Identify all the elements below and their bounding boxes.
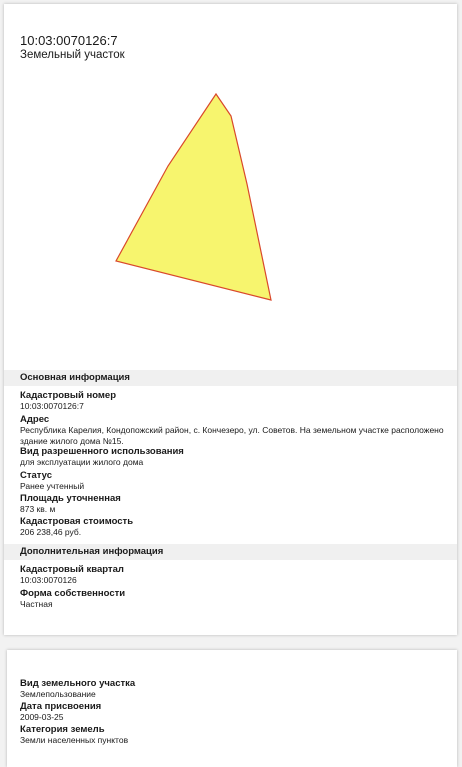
field-label: Кадастровый номер [20, 390, 117, 401]
field-value: 206 238,46 руб. [20, 527, 82, 537]
field-value: Земли населенных пунктов [20, 735, 129, 745]
field-label: Форма собственности [20, 588, 126, 599]
additional-info-header: Дополнительная информация [4, 544, 457, 560]
parcel-polygon[interactable] [116, 94, 271, 300]
extra-info-card [7, 650, 457, 767]
field-label: Вид разрешенного использования [20, 446, 184, 457]
parcel-card [4, 4, 457, 635]
field-label: Дата присвоения [20, 701, 102, 712]
field-value: 2009-03-25 [20, 712, 64, 722]
field-label: Кадастровая стоимость [20, 516, 134, 527]
field-value: Ранее учтенный [20, 481, 85, 491]
field-cadastral-quarter [20, 564, 445, 586]
field-cadastral-cost [20, 516, 445, 538]
field-value: 873 кв. м [20, 504, 56, 514]
field-cadastral-number [20, 390, 445, 412]
field-value: 10:03:0070126:7 [20, 401, 84, 411]
field-label: Площадь уточненная [20, 493, 121, 504]
field-land-category [20, 724, 445, 746]
field-label: Адрес [20, 414, 50, 425]
field-label: Категория земель [20, 724, 105, 735]
main-info-header: Основная информация [4, 370, 457, 386]
field-status [20, 470, 445, 492]
field-label: Вид земельного участка [20, 678, 136, 689]
field-value: Частная [20, 599, 53, 609]
field-address [20, 414, 445, 447]
field-value: для эксплуатации жилого дома [20, 457, 144, 467]
field-ownership [20, 588, 445, 610]
object-type-subtitle: Земельный участок [20, 49, 125, 61]
parcel-map [4, 4, 457, 334]
field-area [20, 493, 445, 515]
field-label: Кадастровый квартал [20, 564, 124, 575]
field-value: Республика Карелия, Кондопожский район, с. Кончезеро, ул. Советов. На земельном участке расположено здание жилого дома №15. [20, 425, 444, 446]
field-permitted-use [20, 446, 445, 468]
field-parcel-kind [20, 678, 445, 700]
cadastral-id-title: 10:03:0070126:7 [20, 33, 118, 48]
field-assigned-date [20, 701, 445, 723]
field-value: 10:03:0070126 [20, 575, 77, 585]
field-label: Статус [20, 470, 53, 481]
field-value: Землепользование [20, 689, 96, 699]
